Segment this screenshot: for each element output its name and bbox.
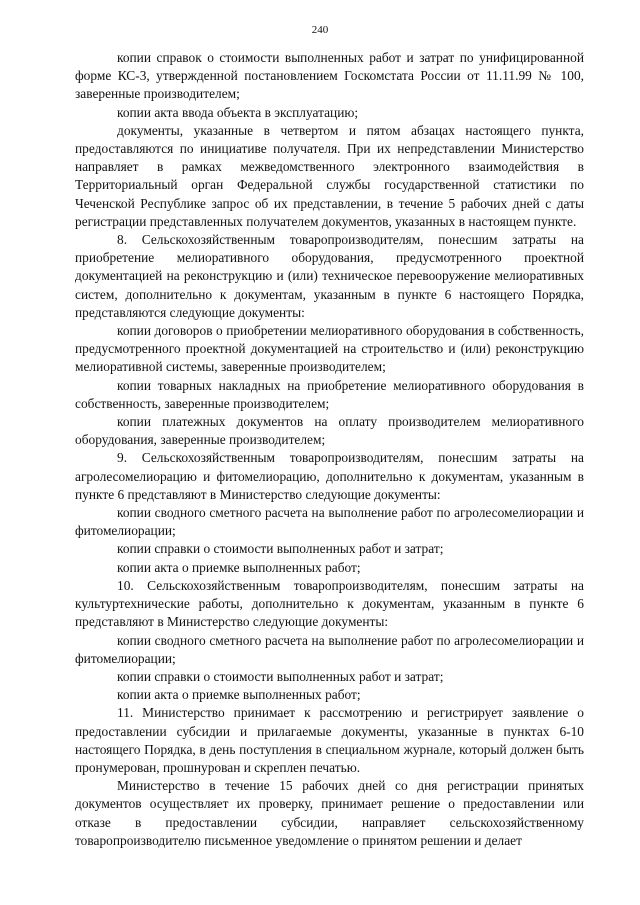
paragraph-cost-reference-9: копии справки о стоимости выполненных работ и затрат; [117,541,444,557]
paragraph-documents-initiative: документы, указанные в четвертом и пятом абзацах настоящего пункта, предоставляются по инициативе получателя. При их непредставлении Министерство направляет в рамках межведомственного электронного взаимодействия в Территориальный орган Федеральной службы государственной статистики по Чеченской Республике запрос об их представлении, в течение 5 рабочих дней с даты регистрации представленных получателем документов, указанных в настоящем пункте. [75,122,584,229]
paragraph-commissioning-act: копии акта ввода объекта в эксплуатацию; [117,104,359,120]
paragraph-reports-ks3: копии справок о стоимости выполненных работ и затрат по унифицированной форме КС-3, утвержденной постановлением Госкомстата России от 11.11.99 № 100, заверенные производителем; [75,50,584,102]
page-number: 240 [311,24,329,36]
paragraph-acceptance-act-10: копии акта о приемке выполненных работ; [117,687,361,703]
paragraph-estimate-copies-9: копии сводного сметного расчета на выполнение работ по агролесомелиорации и фитомелиорации; [75,505,584,539]
paragraph-item-9: 9. Сельскохозяйственным товаропроизводителям, понесшим затраты на агролесомелиорацию и фитомелиорацию, дополнительно к документам, указанным в пункте 6 представляют в Министерство следующие документы: [75,450,584,502]
paragraph-estimate-copies-10: копии сводного сметного расчета на выполнение работ по агролесомелиорации и фитомелиорации; [75,632,584,666]
document-body [75,49,584,850]
paragraph-item-10: 10. Сельскохозяйственным товаропроизводителям, понесшим затраты на культуртехнические работы, дополнительно к документам, указанным в пункте 6 представляют в Министерство следующие документы: [75,577,584,630]
paragraph-acceptance-act-9: копии акта о приемке выполненных работ; [117,559,361,575]
paragraph-contracts-copies: копии договоров о приобретении мелиоративного оборудования в собственность, предусмотренного проектной документацией на строительство и (или) реконструкцию мелиоративной системы, заверенные производителем; [75,323,584,375]
paragraph-payment-copies: копии платежных документов на оплату производителем мелиоративного оборудования, заверенные производителем; [75,414,584,448]
paragraph-ministry-review: Министерство в течение 15 рабочих дней со дня регистрации принятых документов осуществляет их проверку, принимает решение о предоставлении или отказе в предоставлении субсидии, направляет сельскохозяйственному товаропроизводителю письменное уведомление о принятом решении и делает [75,778,584,848]
paragraph-cost-reference-10: копии справки о стоимости выполненных работ и затрат; [117,668,444,684]
paragraph-item-8: 8. Сельскохозяйственным товаропроизводителям, понесшим затраты на приобретение мелиоративного оборудования, предусмотренного проектной документацией на реконструкцию и (или) техническое перевооружение мелиоративных систем, дополнительно к документам, указанным в пункте 6 настоящего Порядка, представляются следующие документы: [75,232,584,320]
paragraph-item-11: 11. Министерство принимает к рассмотрению и регистрирует заявление о предоставлении субсидии и прилагаемые документы, указанные в пунктах 6-10 настоящего Порядка, в день поступления в специальном журнале, который должен быть пронумерован, прошнурован и скреплен печатью. [75,705,584,775]
paragraph-waybills-copies: копии товарных накладных на приобретение мелиоративного оборудования в собственность, заверенные производителем; [75,377,584,411]
